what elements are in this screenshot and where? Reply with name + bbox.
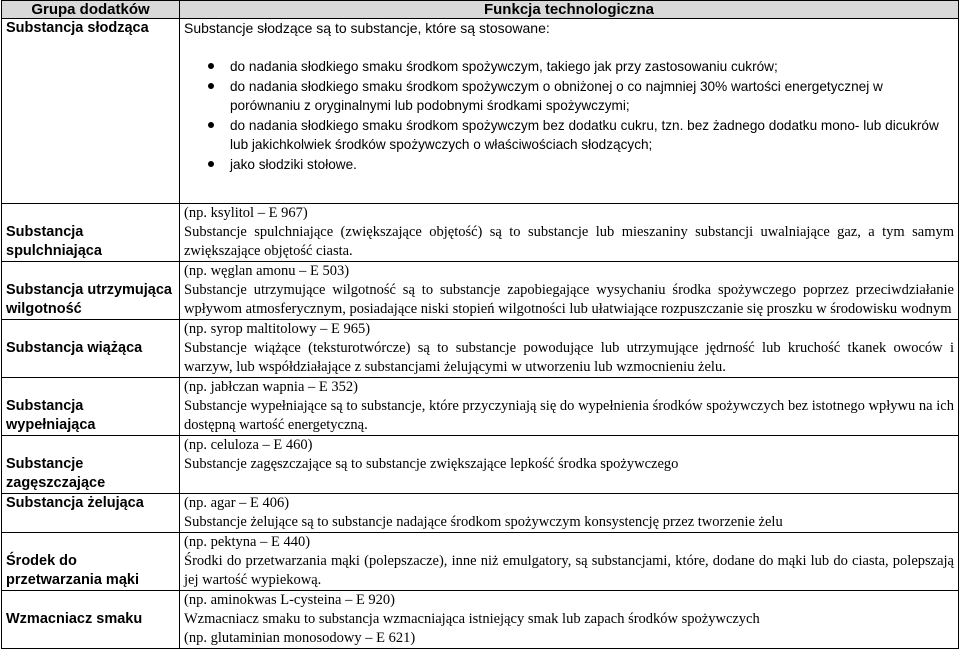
table-row [2,320,959,378]
list-item: do nadania słodkiego smaku środkom spożywczym, takiego jak przy zastosowaniu cukrów; [206,57,954,77]
function-description: Substancje spulchniające (zwiększające objętość) są to substancje lub mieszaniny substancji uwalniające gaz, a tym samym zwiększające objętość ciasta. [184,224,954,259]
table-row [2,262,959,320]
function-description: Substancje żelujące są to substancje nadające środkom spożywczym konsystencję przez tworzenie żelu [184,514,783,530]
function-description: Substancje utrzymujące wilgotność są to substancje zapobiegające wysychaniu środka spożywczego poprzez przeciwdziałanie wpływom atmosferycznym, posiadające niski stopień wilgotności lub ułatwiające rozpuszczanie się proszku w środowisku wodnym [184,282,954,317]
table-row [2,378,959,436]
group-cell: Substancja utrzymująca wilgotność [2,262,180,320]
example-text: (np. pektyna – E 440) [184,534,311,550]
additives-table [1,0,959,649]
example-text: (np. syrop maltitolowy – E 965) [184,321,371,337]
example-text: (np. aminokwas L-cysteina – E 920) [184,592,396,608]
header-group: Grupa dodatków [2,1,180,19]
group-cell: Substancja słodząca [2,19,180,204]
group-cell: Substancja spulchniająca [2,204,180,262]
example-text: (np. celuloza – E 460) [184,437,313,453]
function-description: Wzmacniacz smaku to substancja wzmacniająca istniejący smak lub zapach środków spożywczych [184,611,760,627]
function-description: Środki do przetwarzania mąki (polepszacze), inne niż emulgatory, są substancjami, które, dodane do mąki lub do ciasta, polepszają jej wartość wypiekową. [184,553,954,588]
list-item: do nadania słodkiego smaku środkom spożywczym bez dodatku cukru, tzn. bez żadnego dodatku mono- lub dicukrów lub jakichkolwiek środków spożywczych o właściwościach słodzących; [206,116,954,155]
table-row [2,19,959,204]
group-cell: Substancje zagęszczające [2,436,180,494]
function-bullet-list [206,57,954,175]
table-header-row [2,1,959,19]
group-cell: Środek do przetwarzania mąki [2,533,180,591]
table-row [2,533,959,591]
group-cell: Substancja żelująca [2,494,180,533]
table-row [2,591,959,649]
function-description: Substancje zagęszczające są to substancje zwiększające lepkość środka spożywczego [184,456,679,472]
function-cell [180,494,959,533]
group-cell: Substancja wiążąca [2,320,180,378]
function-cell [180,19,959,204]
function-cell [180,378,959,436]
function-cell [180,436,959,494]
function-cell [180,262,959,320]
function-cell [180,204,959,262]
list-item: jako słodziki stołowe. [206,155,954,175]
table-row [2,494,959,533]
function-description: Substancje wypełniające są to substancje, które przyczyniają się do wypełnienia środków spożywczych bez istotnego wpływu na ich dostępną wartość energetyczną. [184,398,954,433]
example-text: (np. jabłczan wapnia – E 352) [184,379,358,395]
group-cell: Substancja wypełniająca [2,378,180,436]
list-item: do nadania słodkiego smaku środkom spożywczym o obniżonej o co najmniej 30% wartości energetycznej w porównaniu z oryginalnymi lub podobnymi środkami spożywczymi; [206,77,954,116]
function-intro: Substancje słodzące są to substancje, które są stosowane: [184,20,550,36]
example-text: (np. glutaminian monosodowy – E 621) [184,630,416,646]
function-cell [180,320,959,378]
table-row [2,204,959,262]
example-text: (np. agar – E 406) [184,495,290,511]
function-cell [180,533,959,591]
function-cell [180,591,959,649]
function-description: Substancje wiążące (teksturotwórcze) są to substancje powodujące lub utrzymujące jędrność lub kruchość tkanek owoców i warzyw, lub współdziałające z substancjami żelującymi w utworzeniu lub wzmocnieniu żelu. [184,340,954,375]
example-text: (np. węglan amonu – E 503) [184,263,350,279]
group-cell: Wzmacniacz smaku [2,591,180,649]
example-text: (np. ksylitol – E 967) [184,205,308,221]
header-function: Funkcja technologiczna [180,1,959,19]
table-row [2,436,959,494]
